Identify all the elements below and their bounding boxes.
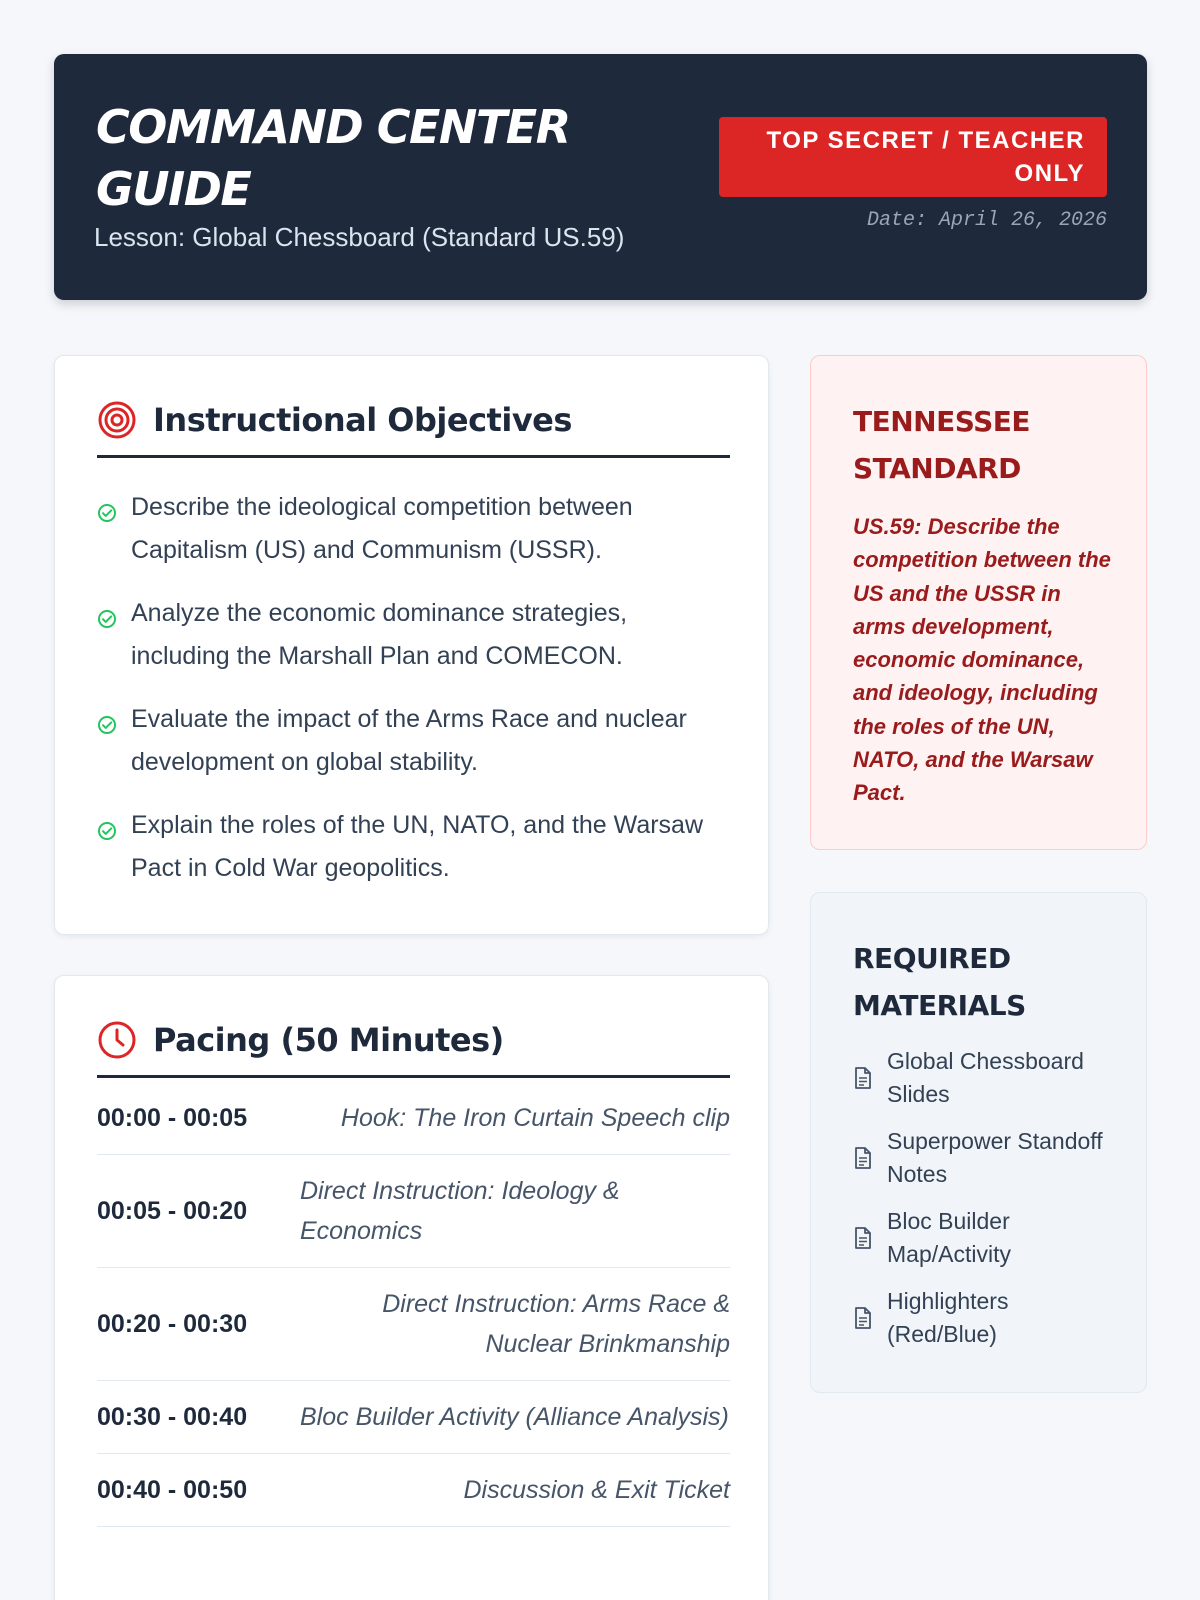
pacing-card xyxy=(54,975,769,1600)
document-icon xyxy=(853,1306,873,1330)
objective-item xyxy=(97,804,730,890)
material-label: Global Chessboard Slides xyxy=(887,1048,1084,1107)
material-item xyxy=(853,1285,1123,1351)
material-label: Superpower Standoff Notes xyxy=(887,1128,1103,1187)
pacing-time: 00:20 - 00:30 xyxy=(97,1309,248,1338)
pacing-activity: Direct Instruction: Ideology & Economics xyxy=(300,1177,620,1245)
pacing-activity: Hook: The Iron Curtain Speech clip xyxy=(340,1104,730,1132)
objective-item xyxy=(97,592,730,678)
material-label: Highlighters (Red/Blue) xyxy=(887,1288,1009,1347)
objectives-title: Instructional Objectives xyxy=(153,400,572,439)
check-circle-icon xyxy=(97,503,117,523)
check-circle-icon xyxy=(97,821,117,841)
pacing-time: 00:05 - 00:20 xyxy=(97,1196,248,1225)
materials-title: REQUIRED MATERIALS xyxy=(853,942,1026,1022)
check-circle-icon xyxy=(97,715,117,735)
objective-text: Explain the roles of the UN, NATO, and the Warsaw Pact in Cold War geopolitics. xyxy=(131,811,704,882)
material-item xyxy=(853,1045,1123,1111)
clock-icon xyxy=(97,1020,137,1060)
pacing-row xyxy=(97,1268,730,1381)
material-item xyxy=(853,1125,1123,1191)
pacing-activity: Direct Instruction: Arms Race & Nuclear Brinkmanship xyxy=(382,1290,730,1358)
pacing-activity: Bloc Builder Activity (Alliance Analysis) xyxy=(300,1403,729,1431)
objective-text: Analyze the economic dominance strategies, including the Marshall Plan and COMECON. xyxy=(131,599,628,670)
objective-item xyxy=(97,486,730,572)
pacing-time: 00:40 - 00:50 xyxy=(97,1475,248,1504)
pacing-row xyxy=(97,1454,730,1527)
objectives-heading xyxy=(97,394,730,458)
pacing-schedule xyxy=(97,1082,730,1527)
target-icon xyxy=(97,400,137,440)
check-circle-icon xyxy=(97,609,117,629)
lesson-subtitle: Lesson: Global Chessboard (Standard US.59) xyxy=(94,222,625,252)
objective-text: Describe the ideological competition between Capitalism (US) and Communism (USSR). xyxy=(131,493,633,564)
lesson-date: Date: April 26, 2026 xyxy=(866,209,1107,232)
material-item xyxy=(853,1205,1123,1271)
objective-text: Evaluate the impact of the Arms Race and nuclear development on global stability. xyxy=(131,705,687,776)
document-icon xyxy=(853,1226,873,1250)
materials-list xyxy=(853,1045,1123,1365)
objectives-card xyxy=(54,355,769,935)
pacing-time: 00:00 - 00:05 xyxy=(97,1103,248,1132)
pacing-time: 00:30 - 00:40 xyxy=(97,1402,248,1431)
pacing-row xyxy=(97,1381,730,1454)
document-icon xyxy=(853,1066,873,1090)
material-label: Bloc Builder Map/Activity xyxy=(887,1208,1011,1267)
pacing-row xyxy=(97,1082,730,1155)
pacing-activity: Discussion & Exit Ticket xyxy=(463,1476,730,1504)
page-title: COMMAND CENTER GUIDE xyxy=(96,100,570,216)
pacing-heading xyxy=(97,1014,730,1078)
objectives-list xyxy=(97,486,730,910)
standard-card xyxy=(810,355,1147,850)
guide-header xyxy=(54,54,1147,300)
standard-text: US.59: Describe the competition between the US and the USSR in arms development, economic dominance, and ideology, including the roles of the UN, NATO, and the Warsaw Pact. xyxy=(853,514,1111,806)
objective-item xyxy=(97,698,730,784)
classification-badge: TOP SECRET / TEACHER ONLY xyxy=(719,117,1107,197)
materials-card xyxy=(810,892,1147,1393)
standard-title: TENNESSEE STANDARD xyxy=(853,405,1031,485)
pacing-title: Pacing (50 Minutes) xyxy=(153,1020,504,1059)
pacing-row xyxy=(97,1155,730,1268)
document-icon xyxy=(853,1146,873,1170)
